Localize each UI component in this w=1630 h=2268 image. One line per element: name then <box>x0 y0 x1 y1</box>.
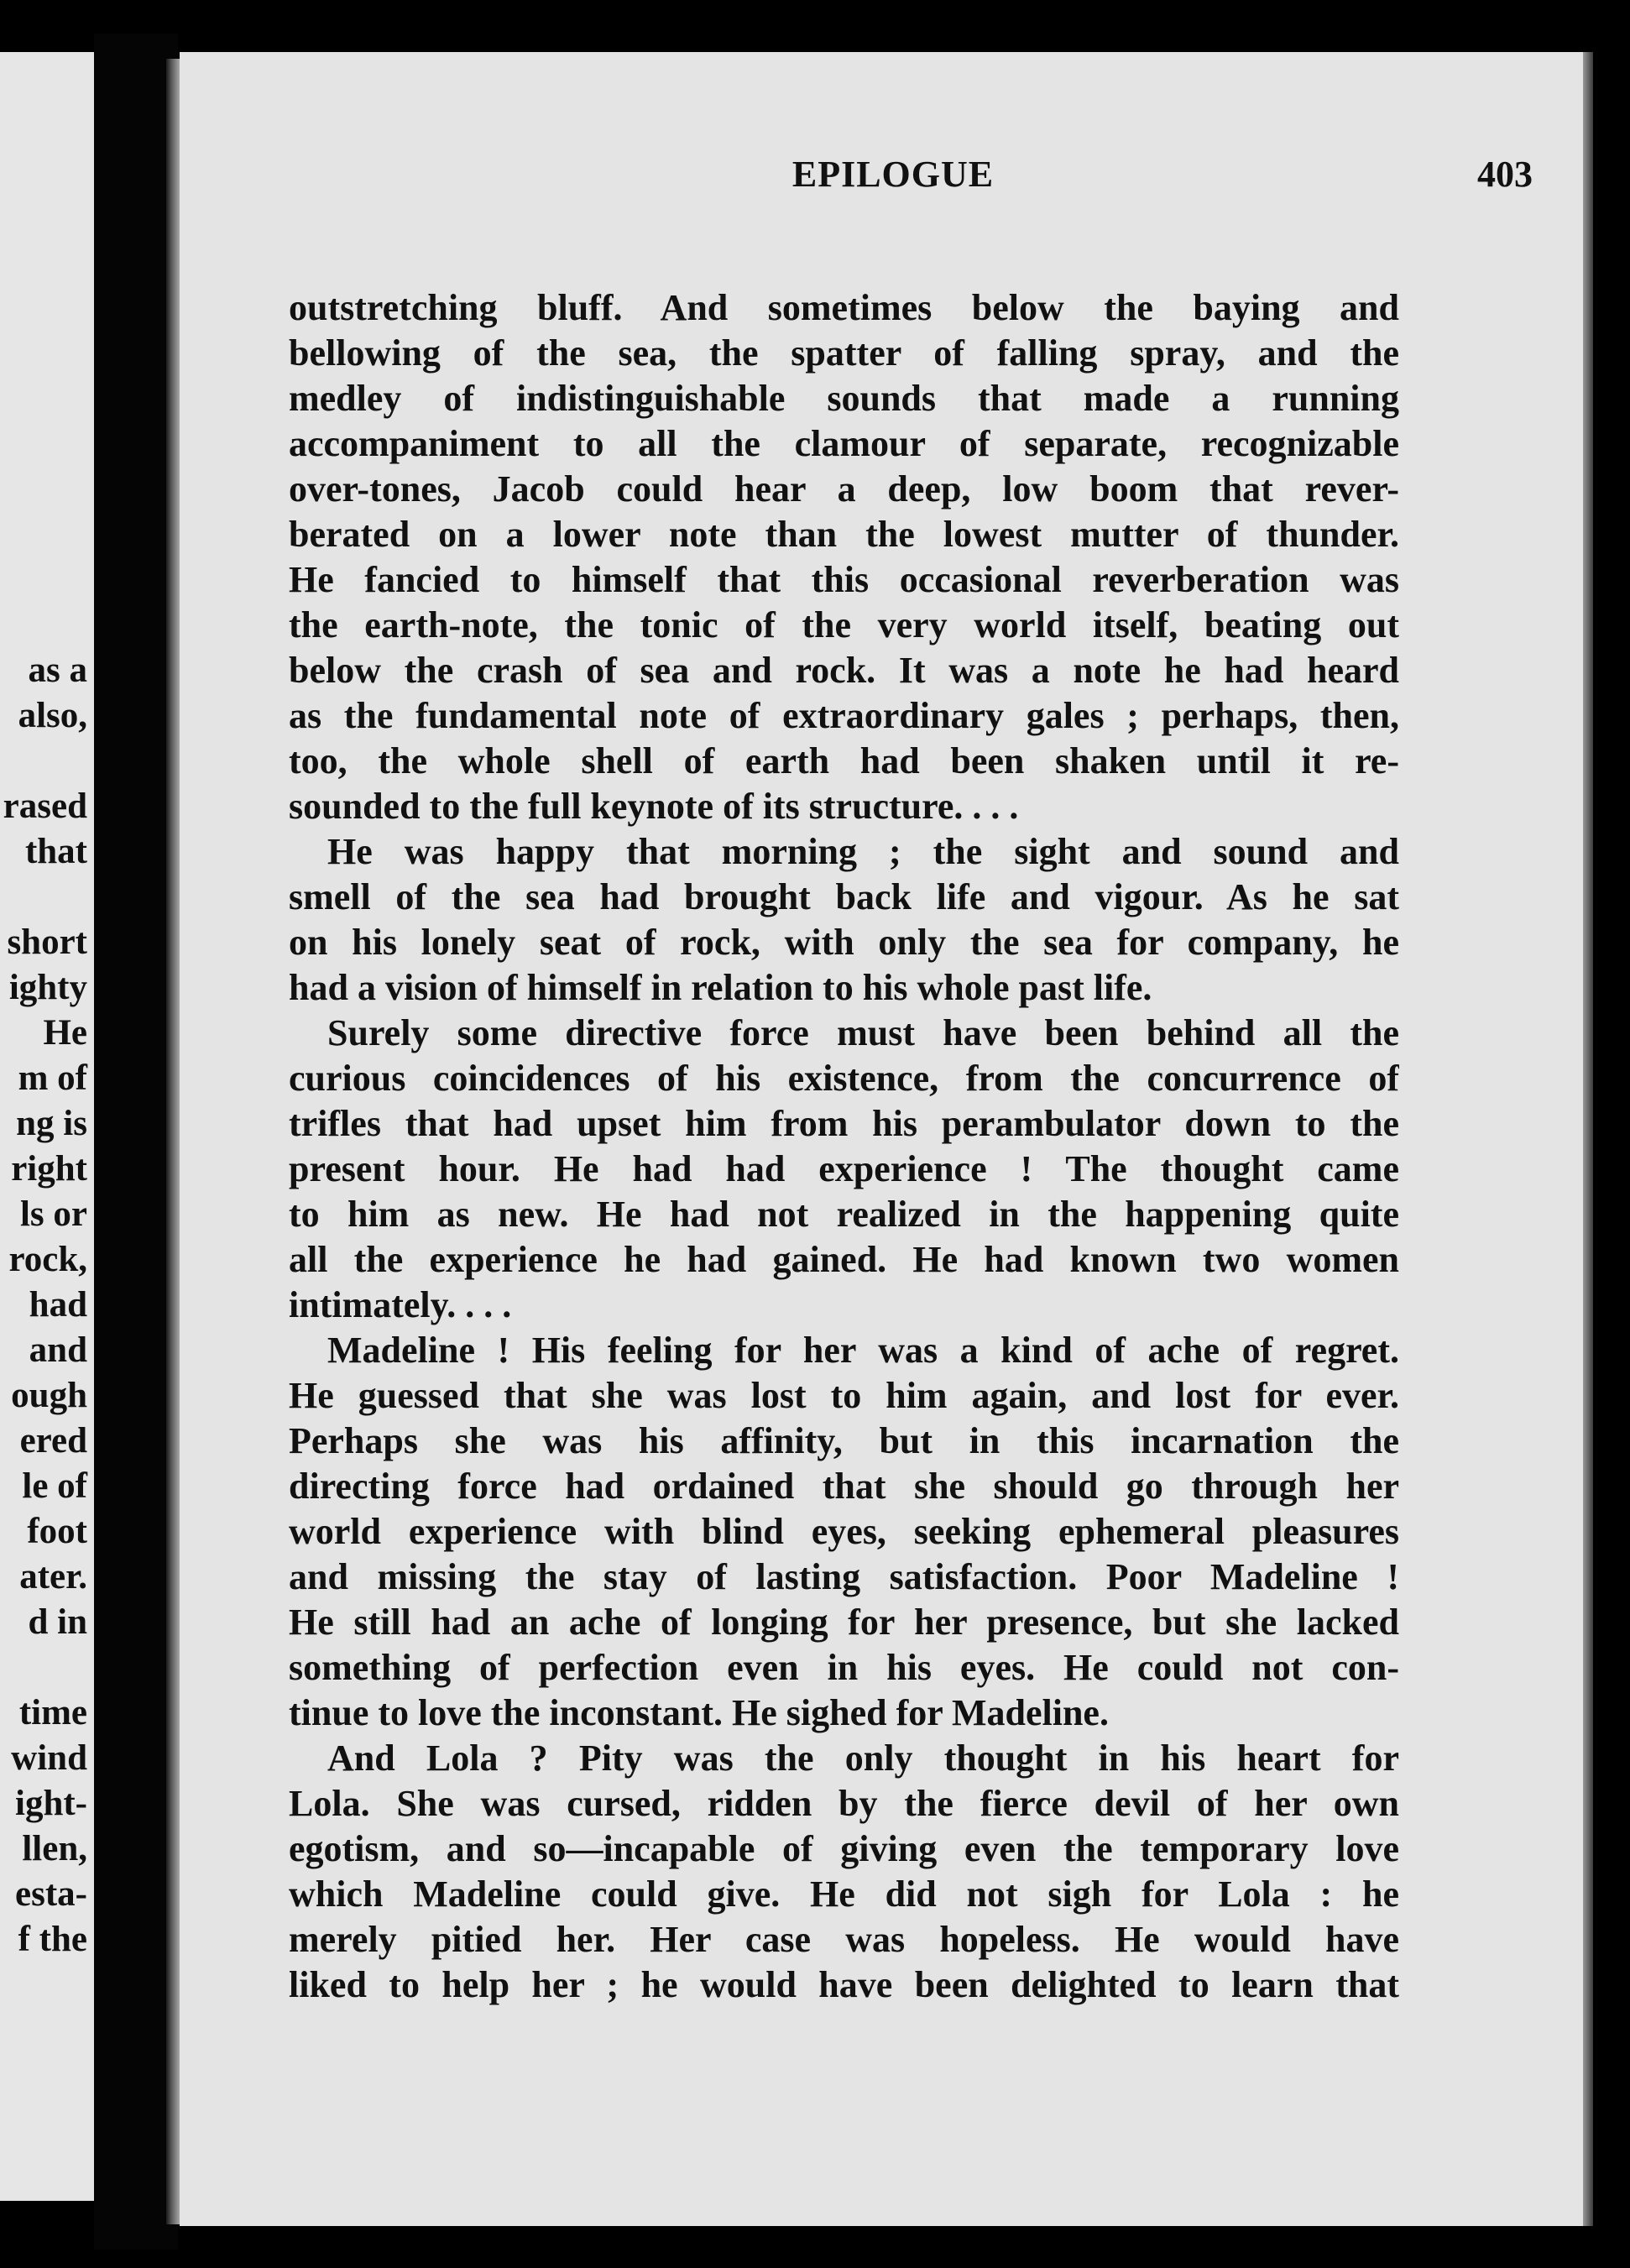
text-line: curious coincidences of his existence, from the concurrence of <box>289 1058 1399 1099</box>
text-line: trifles that had upset him from his perambulator down to the <box>289 1103 1399 1144</box>
facing-page-text-fragment: ered <box>19 1421 87 1461</box>
facing-page-text-fragment: d in <box>28 1602 87 1642</box>
text-line: directing force had ordained that she should go through her <box>289 1466 1399 1507</box>
facing-page-text-fragment: time <box>18 1693 87 1732</box>
facing-page-text-fragment: and <box>29 1330 87 1370</box>
facing-page-text-fragment: that <box>24 832 87 871</box>
facing-page-text-fragment: ater. <box>19 1557 87 1596</box>
facing-page-text-fragment: right <box>11 1149 87 1189</box>
text-line: medley of indistinguishable sounds that made a running <box>289 378 1399 419</box>
facing-page-text-fragment: as a <box>28 651 87 690</box>
facing-page-text-fragment: esta- <box>15 1874 87 1914</box>
facing-page-text-fragment: f the <box>18 1920 87 1959</box>
text-line: berated on a lower note than the lowest mutter of thunder. <box>289 514 1399 555</box>
text-line: egotism, and so—incapable of giving even the temporary love <box>289 1828 1399 1869</box>
text-line: smell of the sea had brought back life and vigour. As he sat <box>289 876 1399 917</box>
text-line: He guessed that she was lost to him again, and lost for ever. <box>289 1375 1399 1416</box>
text-line: to him as new. He had not realized in the happening quite <box>289 1194 1399 1235</box>
facing-page-text-fragment: had <box>29 1285 87 1325</box>
facing-page-fragment <box>0 52 94 2201</box>
text-line: below the crash of sea and rock. It was a note he had heard <box>289 650 1399 691</box>
text-line: Lola. She was cursed, ridden by the fierce devil of her own <box>289 1783 1399 1824</box>
text-line: present hour. He had had experience ! The thought came <box>289 1148 1399 1189</box>
text-line: had a vision of himself in relation to his whole past life. <box>289 967 1152 1008</box>
facing-page-text-fragment: He <box>43 1013 87 1053</box>
text-line: the earth-note, the tonic of the very world itself, beating out <box>289 604 1399 645</box>
page-number: 403 <box>1477 154 1533 195</box>
facing-page-text-fragment: llen, <box>22 1829 87 1868</box>
text-line: Surely some directive force must have been behind all the <box>327 1012 1399 1053</box>
body-text <box>289 285 1399 2008</box>
text-line: too, the whole shell of earth had been shaken until it re- <box>289 740 1399 781</box>
text-line: tinue to love the inconstant. He sighed for Madeline. <box>289 1692 1109 1733</box>
text-line: accompaniment to all the clamour of separate, recognizable <box>289 423 1399 464</box>
facing-page-text-fragment: ough <box>11 1376 87 1415</box>
facing-page-text-fragment: ighty <box>8 968 87 1007</box>
page-edge-right <box>1583 52 1593 2226</box>
text-line: merely pitied her. Her case was hopeless. He would have <box>289 1919 1399 1960</box>
facing-page-text-fragment: foot <box>27 1512 87 1551</box>
text-line: He fancied to himself that this occasional reverberation was <box>289 559 1399 600</box>
text-line: Madeline ! His feeling for her was a kind of ache of regret. <box>327 1330 1399 1371</box>
text-line: sounded to the full keynote of its structure. . . . <box>289 786 1019 827</box>
text-line: And Lola ? Pity was the only thought in his heart for <box>327 1738 1399 1779</box>
facing-page-text-fragment: m of <box>18 1058 87 1098</box>
facing-page-text-fragment: short <box>7 922 87 962</box>
running-head <box>180 153 1583 203</box>
book-gutter <box>94 34 178 2250</box>
facing-page-text-fragment: wind <box>11 1738 87 1778</box>
text-line: outstretching bluff. And sometimes below the baying and <box>289 287 1399 328</box>
text-line: world experience with blind eyes, seeking ephemeral pleasures <box>289 1511 1399 1552</box>
facing-page-text-fragment: ight- <box>15 1784 87 1823</box>
text-line: liked to help her ; he would have been delighted to learn that <box>289 1964 1399 2005</box>
text-line: all the experience he had gained. He had known two women <box>289 1239 1399 1280</box>
facing-page-text-fragment: ls or <box>19 1194 87 1234</box>
text-line: and missing the stay of lasting satisfaction. Poor Madeline ! <box>289 1556 1399 1597</box>
text-line: bellowing of the sea, the spatter of falling spray, and the <box>289 332 1399 374</box>
text-line: intimately. . . . <box>289 1284 512 1325</box>
text-line: over-tones, Jacob could hear a deep, low boom that rever- <box>289 468 1399 510</box>
text-line: which Madeline could give. He did not sigh for Lola : he <box>289 1873 1399 1915</box>
page-edge-left <box>166 59 180 2224</box>
text-line: Perhaps she was his affinity, but in this incarnation the <box>289 1420 1399 1461</box>
running-title: EPILOGUE <box>791 154 995 195</box>
book-page <box>180 52 1583 2226</box>
text-line: something of perfection even in his eyes. He could not con- <box>289 1647 1399 1688</box>
facing-page-text-fragment: ng is <box>16 1104 87 1143</box>
facing-page-text-fragment: rock, <box>8 1240 87 1279</box>
text-line: He still had an ache of longing for her presence, but she lacked <box>289 1602 1399 1643</box>
facing-page-text-fragment: rased <box>3 786 87 826</box>
text-line: as the fundamental note of extraordinary gales ; perhaps, then, <box>289 695 1399 736</box>
facing-page-text-fragment: also, <box>18 696 87 735</box>
text-line: on his lonely seat of rock, with only the sea for company, he <box>289 922 1399 963</box>
facing-page-text-fragment: le of <box>22 1466 87 1506</box>
text-line: He was happy that morning ; the sight and sound and <box>327 831 1399 872</box>
